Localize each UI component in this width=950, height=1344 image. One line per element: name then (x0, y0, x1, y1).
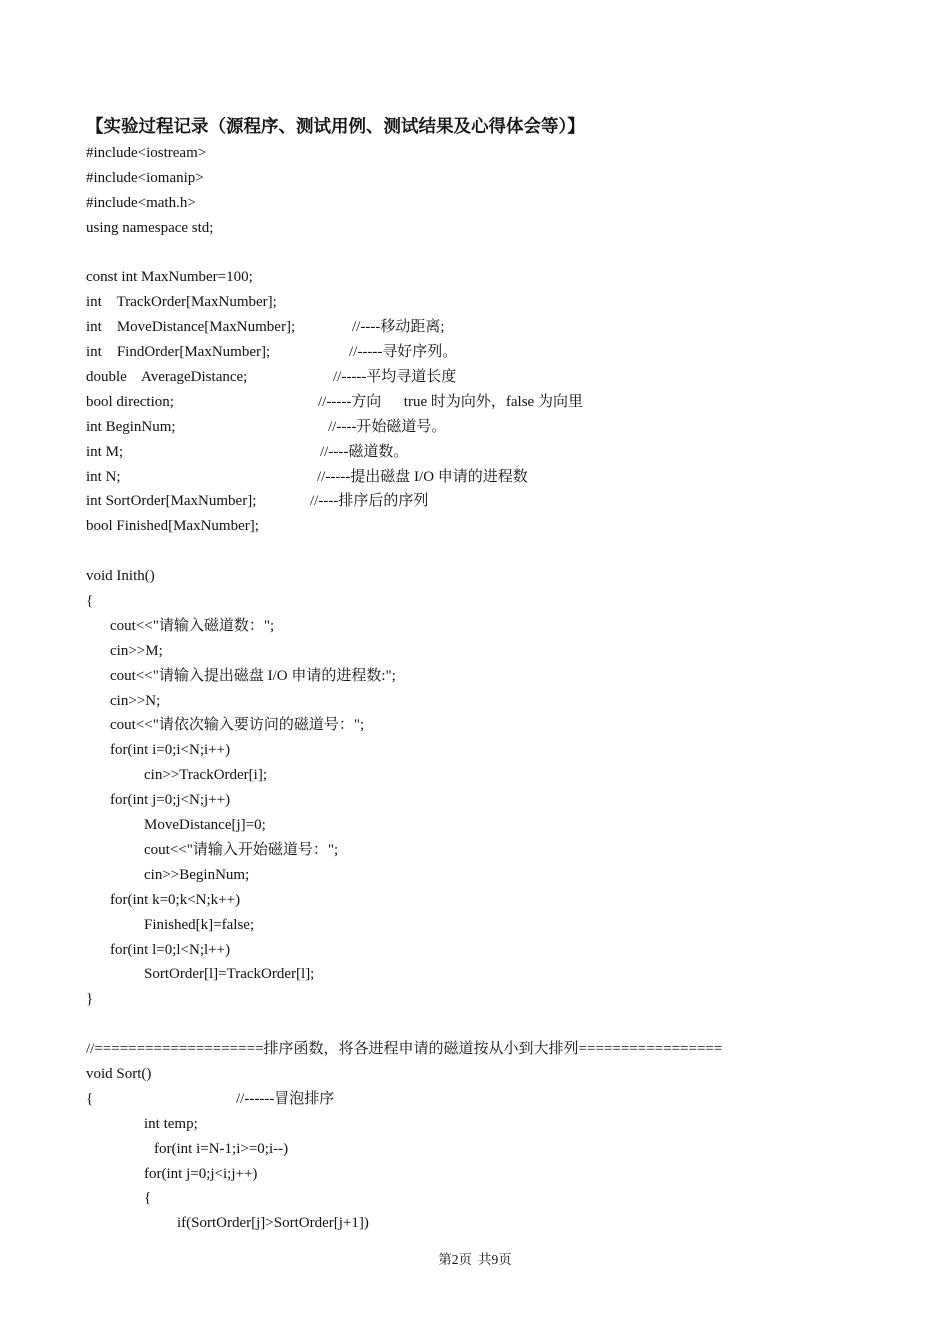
code-comment: //-----提出磁盘 I/O 申请的进程数 (317, 468, 528, 485)
code-line: bool direction; //-----方向 true 时为向外，false 为向里 (86, 390, 886, 415)
code-line: cin>>BeginNum; (144, 866, 250, 883)
code-line: int MoveDistance[MaxNumber]; //----移动距离; (86, 315, 886, 340)
code-line: const int MaxNumber=100; (86, 269, 253, 286)
code-line: { (86, 593, 94, 610)
code-line: //====================排序函数，将各进程申请的磁道按从小到大排列================= (86, 1041, 723, 1058)
code-line: } (86, 991, 94, 1008)
code-line: int SortOrder[MaxNumber]; //----排序后的序列 (86, 489, 886, 514)
code-line: cout<<"请输入提出磁盘 I/O 申请的进程数:"; (110, 667, 396, 684)
section-heading: 【实验过程记录（源程序、测试用例、测试结果及心得体会等）】 (86, 117, 585, 137)
code-comment: //-----方向 true 时为向外，false 为向里 (318, 393, 583, 410)
page-total: 共9页 (478, 1252, 512, 1267)
code-line: for(int l=0;l<N;l++) (110, 941, 231, 958)
code-line: cin>>M; (110, 642, 163, 659)
page-number: 第2页 (438, 1252, 472, 1267)
code-line: #include<iomanip> (86, 169, 204, 186)
blank-line (86, 1012, 886, 1037)
code-line: int BeginNum; //----开始磁道号。 (86, 415, 886, 440)
blank-line (86, 241, 886, 266)
code-comment: //-----平均寻道长度 (333, 369, 457, 386)
page-footer (0, 1248, 950, 1268)
code-line: int TrackOrder[MaxNumber]; (86, 294, 277, 311)
code-line: for(int j=0;j<i;j++) (144, 1165, 258, 1182)
code-line: { (144, 1190, 152, 1207)
code-line: cout<<"请输入磁道数："; (110, 617, 275, 634)
code-comment: //----开始磁道号。 (328, 418, 447, 435)
code-line: int N; //-----提出磁盘 I/O 申请的进程数 (86, 465, 886, 490)
code-line: bool Finished[MaxNumber]; (86, 518, 259, 535)
code-line: for(int i=N-1;i>=0;i--) (154, 1140, 289, 1157)
code-line: MoveDistance[j]=0; (144, 817, 266, 834)
code-line: for(int k=0;k<N;k++) (110, 891, 241, 908)
code-comment: //----排序后的序列 (310, 493, 429, 510)
code-line: int temp; (144, 1115, 198, 1132)
code-comment: //-----寻好序列。 (349, 344, 458, 361)
code-line: if(SortOrder[j]>SortOrder[j+1]) (177, 1215, 369, 1232)
code-comment: //----移动距离; (352, 319, 445, 336)
code-line: cin>>TrackOrder[i]; (144, 767, 267, 784)
blank-line (86, 539, 886, 564)
code-line: double AverageDistance; //-----平均寻道长度 (86, 365, 886, 390)
code-line: int M; //----磁道数。 (86, 440, 886, 465)
code-line: cout<<"请输入开始磁道号："; (144, 841, 339, 858)
code-line: int FindOrder[MaxNumber]; //-----寻好序列。 (86, 340, 886, 365)
code-line: Finished[k]=false; (144, 916, 255, 933)
code-line: cout<<"请依次输入要访问的磁道号："; (110, 717, 365, 734)
code-line: void Inith() (86, 568, 155, 585)
code-line: for(int j=0;j<N;j++) (110, 792, 231, 809)
code-line: void Sort() (86, 1065, 152, 1082)
code-line: { //------冒泡排序 (86, 1087, 886, 1112)
source-code-block (86, 141, 886, 1236)
code-line: cin>>N; (110, 692, 161, 709)
code-line: #include<math.h> (86, 194, 196, 211)
code-line: #include<iostream> (86, 145, 207, 161)
code-line: using namespace std; (86, 219, 214, 236)
code-comment: //------冒泡排序 (236, 1090, 335, 1107)
code-comment: //----磁道数。 (320, 443, 409, 460)
code-line: for(int i=0;i<N;i++) (110, 742, 231, 759)
code-line: SortOrder[l]=TrackOrder[l]; (144, 966, 315, 983)
